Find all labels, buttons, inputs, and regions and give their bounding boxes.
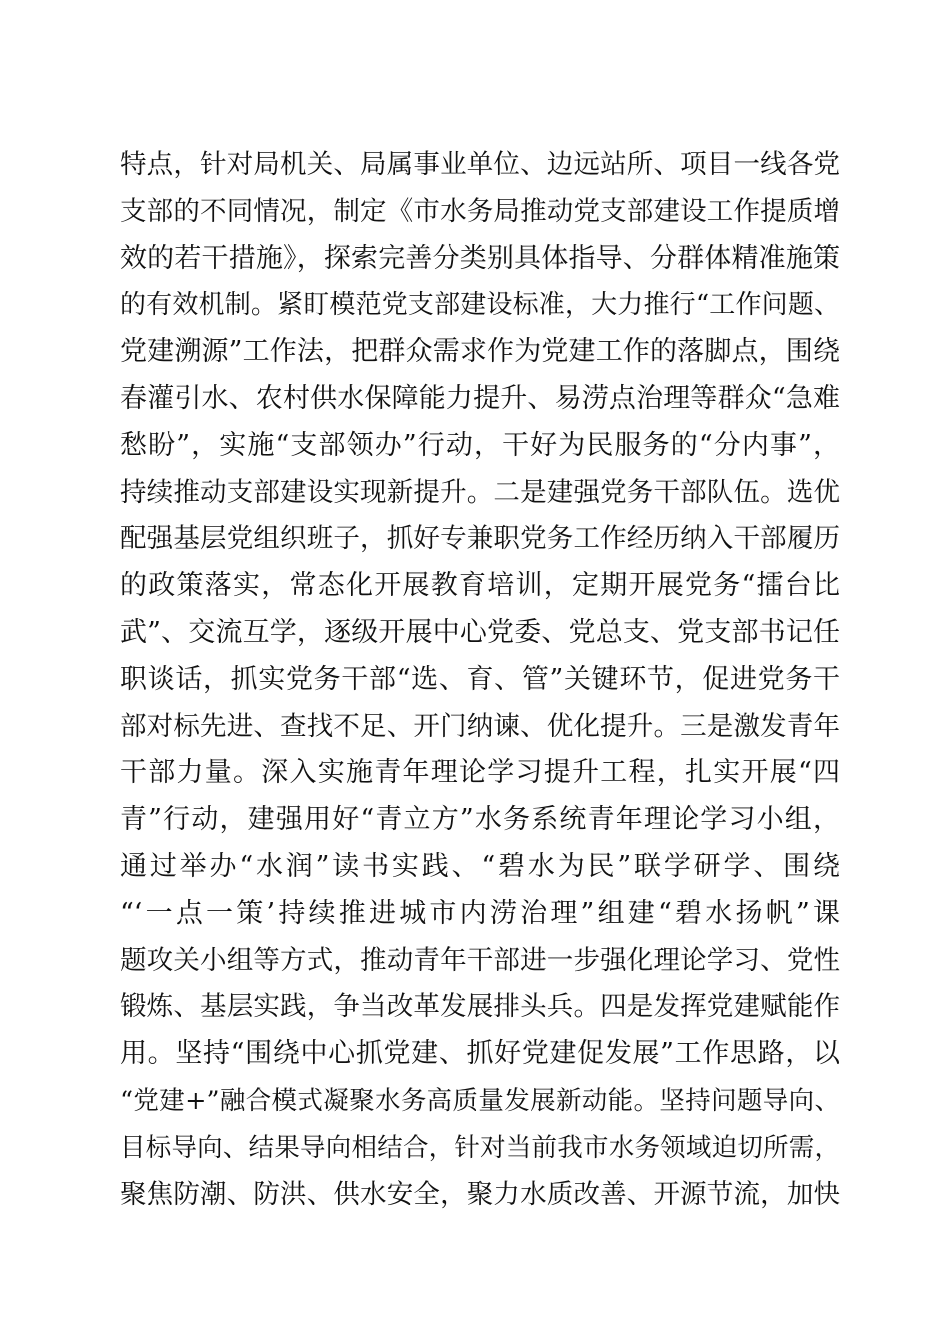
text-line-22: 目标导向、结果导向相结合，针对当前我市水务领域迫切所需， [120,1132,840,1163]
text-line-14: 干部力量。深入实施青年理论学习提升工程，扎实开展“四 [120,757,840,789]
text-line-19: 锻炼、基层实践，争当改革发展排头兵。四是发挥党建赋能作 [120,991,840,1023]
text-line-21: “党建+”融合模式凝聚水务高质量发展新动能。坚持问题导向、 [120,1085,840,1116]
text-line-2: 支部的不同情况，制定《市水务局推动党支部建设工作提质增 [120,195,840,227]
text-line-7: 愁盼”，实施“支部领办”行动，干好为民服务的“分内事”， [120,429,840,461]
text-line-8: 持续推动支部建设实现新提升。二是建强党务干部队伍。选优 [120,476,840,508]
text-line-17: “‘一点一策’持续推进城市内涝治理”组建“碧水扬帆”课 [120,897,840,929]
text-line-3: 效的若干措施》，探索完善分类别具体指导、分群体精准施策 [120,242,840,274]
text-line-13: 部对标先进、查找不足、开门纳谏、优化提升。三是激发青年 [120,710,840,742]
text-line-1: 特点，针对局机关、局属事业单位、边远站所、项目一线各党 [120,149,840,180]
text-line-11: 武”、交流互学，逐级开展中心党委、党总支、党支部书记任 [120,616,840,648]
text-line-10: 的政策落实，常态化开展教育培训，定期开展党务“擂台比 [120,570,840,602]
text-line-9: 配强基层党组织班子，抓好专兼职党务工作经历纳入干部履历 [120,523,840,555]
text-line-12: 职谈话，抓实党务干部“选、育、管”关键环节，促进党务干 [120,663,840,695]
text-line-5: 党建溯源”工作法，把群众需求作为党建工作的落脚点，围绕 [120,336,840,368]
body-text [120,142,840,1218]
text-line-15: 青”行动，建强用好“青立方”水务系统青年理论学习小组， [120,804,840,836]
text-line-4: 的有效机制。紧盯模范党支部建设标准，大力推行“工作问题、 [120,290,840,321]
text-line-6: 春灌引水、农村供水保障能力提升、易涝点治理等群众“急难 [120,382,840,414]
text-line-20: 用。坚持“围绕中心抓党建、抓好党建促发展”工作思路，以 [120,1038,840,1070]
text-line-16: 通过举办“水润”读书实践、“碧水为民”联学研学、围绕 [120,850,840,882]
text-line-23: 聚焦防潮、防洪、供水安全，聚力水质改善、开源节流，加快 [120,1178,840,1210]
text-line-18: 题攻关小组等方式，推动青年干部进一步强化理论学习、党性 [120,944,840,976]
